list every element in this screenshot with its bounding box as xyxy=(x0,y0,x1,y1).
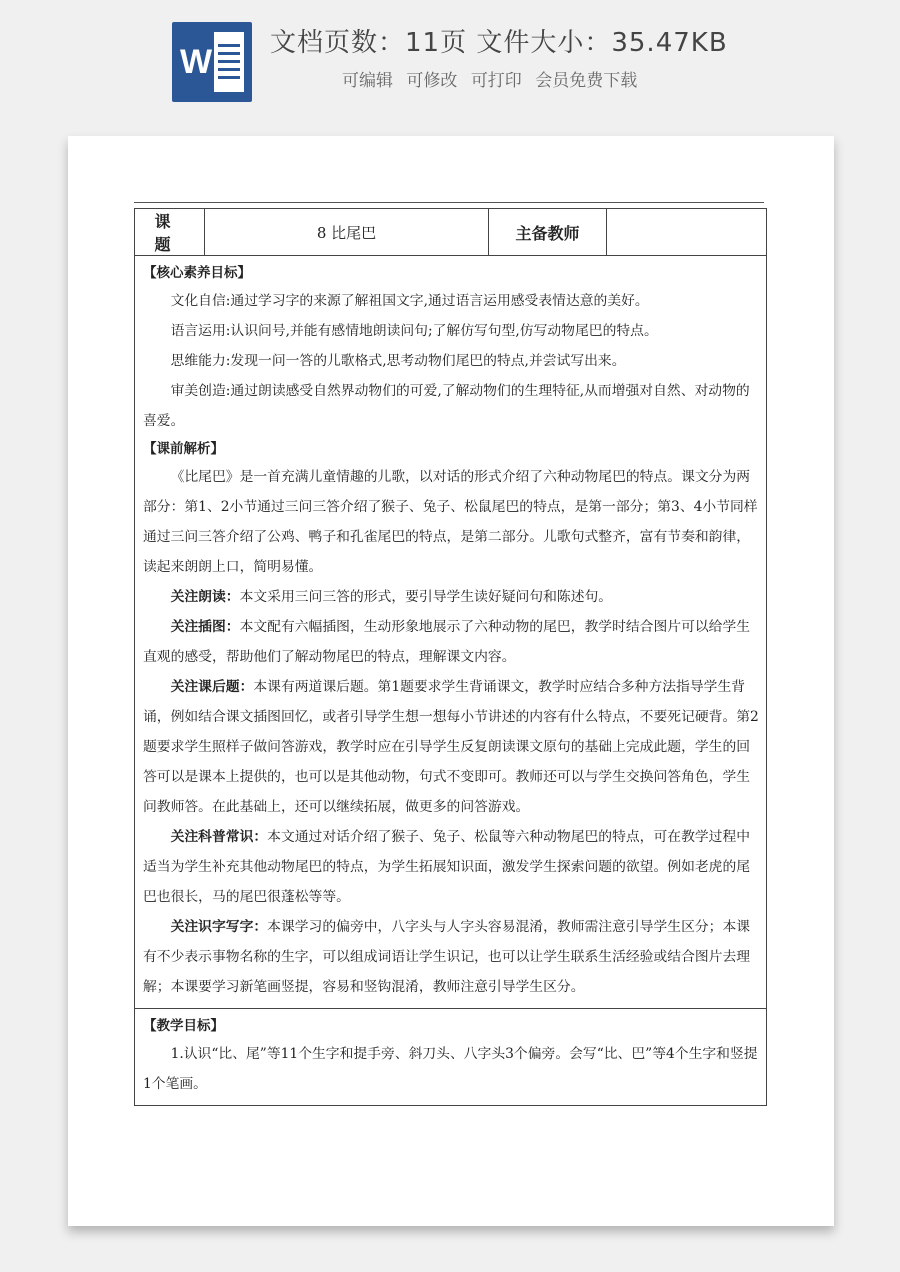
focus-label: 关注识字写字： xyxy=(170,919,268,935)
focus-label: 关注科普常识： xyxy=(170,829,268,845)
word-document-icon xyxy=(172,22,252,102)
document-page xyxy=(68,136,834,1226)
section-heading-teaching-goals: 【教学目标】 xyxy=(143,1018,224,1034)
header-rule xyxy=(134,202,764,203)
icon-line xyxy=(218,60,240,63)
focus-paragraph xyxy=(143,912,760,1002)
content-row-objectives xyxy=(135,1009,767,1106)
section-heading-core-goals: 【核心素养目标】 xyxy=(143,265,251,281)
teacher-value xyxy=(607,209,767,256)
topic-value: 8 比尾巴 xyxy=(205,209,489,256)
focus-label: 关注插图： xyxy=(170,619,240,635)
focus-text: 本文通过对话介绍了猴子、兔子、松鼠等六种动物尾巴的特点，可在教学过程中适当为学生补充其他动物尾巴的特点，为学生拓展知识面，激发学生探索问题的欲望。例如老虎的尾巴也很长，马的尾巴很蓬松等等。 xyxy=(143,829,751,905)
objectives-cell xyxy=(135,1009,767,1106)
focus-paragraph xyxy=(143,582,760,612)
icon-letter: W xyxy=(180,43,213,81)
icon-line xyxy=(218,68,240,71)
icon-line xyxy=(218,76,240,79)
paragraph: 《比尾巴》是一首充满儿童情趣的儿歌，以对话的形式介绍了六种动物尾巴的特点。课文分为两部分：第1、2小节通过三问三答介绍了猴子、兔子、松鼠尾巴的特点，是第一部分；第3、4小节同样通过三问三答介绍了公鸡、鸭子和孔雀尾巴的特点，是第二部分。儿歌句式整齐，富有节奏和韵律，读起来朗朗上口，简明易懂。 xyxy=(143,469,758,575)
paragraph: 审美创造:通过朗读感受自然界动物们的可爱,了解动物们的生理特征,从而增强对自然、对动物的喜爱。 xyxy=(143,383,750,429)
focus-label: 关注课后题： xyxy=(170,679,254,695)
feature-printable: 可打印 xyxy=(470,71,522,91)
paragraph: 思维能力:发现一问一答的儿歌格式,思考动物们尾巴的特点,并尝试写出来。 xyxy=(170,353,626,369)
focus-text: 本文采用三问三答的形式，要引导学生读好疑问句和陈述句。 xyxy=(239,589,613,605)
lesson-plan-table xyxy=(134,208,767,1106)
feature-editable: 可编辑 xyxy=(342,71,393,91)
main-content-cell xyxy=(135,256,767,1009)
topic-label: 课 题 xyxy=(135,209,205,256)
document-info-title: 文档页数：11页 文件大小：35.47KB xyxy=(270,28,728,58)
section-heading-pre-lesson-analysis: 【课前解析】 xyxy=(143,441,224,457)
focus-label: 关注朗读： xyxy=(170,589,240,605)
focus-text: 本文配有六幅插图，生动形象地展示了六种动物的尾巴，教学时结合图片可以给学生直观的感受，帮助他们了解动物尾巴的特点，理解课文内容。 xyxy=(143,619,751,665)
content-row-main xyxy=(135,256,767,1009)
header-row xyxy=(135,209,767,256)
focus-text: 本课有两道课后题。第1题要求学生背诵课文，教学时应结合多种方法指导学生背诵，例如结合课文插图回忆，或者引导学生想一想每小节讲述的内容有什么特点，不要死记硬背。第2题要求学生照样子做问答游戏，教学时应在引导学生反复朗读课文原句的基础上完成此题，学生的回答可以是课本上提供的，也可以是其他动物，句式不变即可。教师还可以与学生交换问答角色，学生问教师答。在此基础上，还可以继续拓展，做更多的问答游戏。 xyxy=(143,679,759,815)
paragraph: 语言运用:认识问号,并能有感情地朗读问句;了解仿写句型,仿写动物尾巴的特点。 xyxy=(170,323,658,339)
focus-text: 本课学习的偏旁中，八字头与人字头容易混淆，教师需注意引导学生区分；本课有不少表示事物名称的生字，可以组成词语让学生识记，也可以让学生联系生活经验或结合图片去理解；本课要学习新笔画竖提，容易和竖钩混淆，教师注意引导学生区分。 xyxy=(143,919,751,995)
paragraph: 文化自信:通过学习字的来源了解祖国文字,通过语言运用感受表情达意的美好。 xyxy=(170,293,649,309)
icon-line xyxy=(218,44,240,47)
paragraph: 1.认识“比、尾”等11个生字和提手旁、斜刀头、八字头3个偏旁。会写“比、巴”等4个生字和竖提1个笔画。 xyxy=(143,1046,758,1092)
focus-paragraph xyxy=(143,612,760,672)
feature-modifiable: 可修改 xyxy=(406,71,458,91)
focus-paragraph xyxy=(143,672,760,822)
icon-line xyxy=(218,52,240,55)
teacher-label: 主备教师 xyxy=(489,209,607,256)
focus-paragraph xyxy=(143,822,760,912)
document-banner xyxy=(0,0,900,120)
feature-list xyxy=(342,66,645,91)
feature-member-download: 会员免费下载 xyxy=(535,71,638,91)
